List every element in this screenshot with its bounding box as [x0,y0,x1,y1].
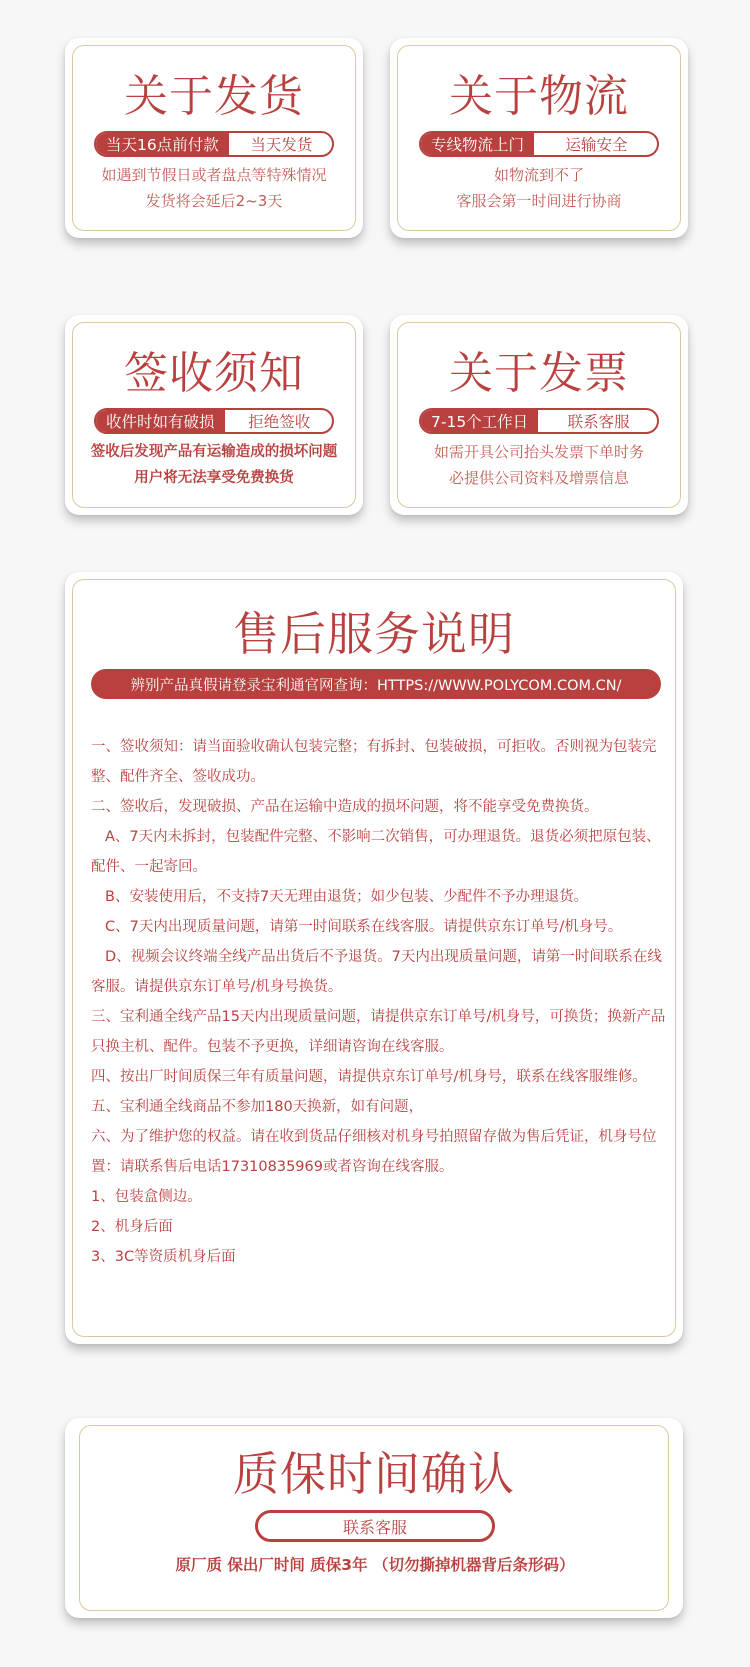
policy-paragraph: 一、签收须知：请当面验收确认包装完整；有拆封、包装破损，可拒收。否则视为包装完整、配件齐全、签收成功。 [91,739,657,785]
card-desc-line: 如物流到不了 [493,166,584,184]
card-tag-primary: 收件时如有破损 [96,410,227,432]
card-tag-secondary: 当天发货 [250,136,313,154]
card-title: 关于发票 [449,348,629,399]
policy-paragraph: 1、包装盒侧边。 [91,1189,202,1205]
card-tag [419,408,659,434]
card-desc-line: 必提供公司资料及增票信息 [448,469,629,487]
policy-paragraph: B、安装使用后，不支持7天无理由退货；如少包装、少配件不予办理退货。 [105,889,589,905]
card-tag-primary: 专线物流上门 [421,133,536,155]
invoice-card [390,315,688,515]
warranty-note: 原厂质 保出厂时间 质保3年 （切勿撕掉机器背后条形码） [175,1556,575,1574]
card-tag-secondary: 运输安全 [565,136,628,154]
contact-support-button[interactable]: 联系客服 [255,1510,495,1542]
card-tag-secondary: 拒绝签收 [248,413,311,431]
card-desc-line: 客服会第一时间进行协商 [456,192,622,210]
policy-paragraph: 3、3C等资质机身后面 [91,1249,236,1265]
card-desc-line: 如遇到节假日或者盘点等特殊情况 [101,166,327,184]
policy-paragraph: 二、签收后，发现破损、产品在运输中造成的损坏问题，将不能享受免费换货。 [91,799,599,815]
policy-paragraph: 四、按出厂时间质保三年有质量问题，请提供京东订单号/机身号，联系在线客服维修。 [91,1069,647,1085]
policy-paragraph: C、7天内出现质量问题，请第一时间联系在线客服。请提供京东订单号/机身号。 [105,919,623,935]
card-tag-primary: 当天16点前付款 [96,133,231,155]
policy-paragraph: D、视频会议终端全线产品出货后不予退货。7天内出现质量问题，请第一时间联系在线客服。请提供京东订单号/机身号换货。 [91,949,662,995]
after-sales-body [91,732,669,1272]
policy-paragraph: A、7天内未拆封，包装配件完整、不影响二次销售，可办理退货。退货必须把原包装、配件、一起寄回。 [91,829,661,875]
card-title: 关于发货 [124,71,304,122]
card-tag [419,131,659,157]
card-desc-line: 签收后发现产品有运输造成的损坏问题 [90,444,338,460]
after-sales-title: 售后服务说明 [233,607,515,661]
card-tag [94,131,334,157]
shipping-card [65,38,363,238]
policy-paragraph: 六、为了维护您的权益。请在收到货品仔细核对机身号拍照留存做为售后凭证，机身号位置：请联系售后电话17310835969或者咨询在线客服。 [91,1129,657,1175]
receipt-card [65,315,363,515]
card-tag-secondary: 联系客服 [567,413,630,431]
warranty-title: 质保时间确认 [233,1447,515,1501]
official-site-banner: 辨别产品真假请登录宝利通官网查询：HTTPS://WWW.POLYCOM.COM.CN/ [91,669,661,699]
card-tag-primary: 7-15个工作日 [421,410,540,432]
card-desc-line: 用户将无法享受免费换货 [134,470,294,486]
card-title: 关于物流 [449,71,629,122]
card-desc-line: 发货将会延后2~3天 [145,192,283,210]
policy-paragraph: 五、宝利通全线商品不参加180天换新，如有问题， [91,1099,424,1115]
policy-paragraph: 2、机身后面 [91,1219,173,1235]
policy-paragraph: 三、宝利通全线产品15天内出现质量问题，请提供京东订单号/机身号，可换货；换新产品只换主机、配件。包装不予更换，详细请咨询在线客服。 [91,1009,666,1055]
card-title: 签收须知 [124,348,304,399]
logistics-card [390,38,688,238]
card-desc-line: 如需开具公司抬头发票下单时务 [433,443,644,461]
card-tag [94,408,334,434]
